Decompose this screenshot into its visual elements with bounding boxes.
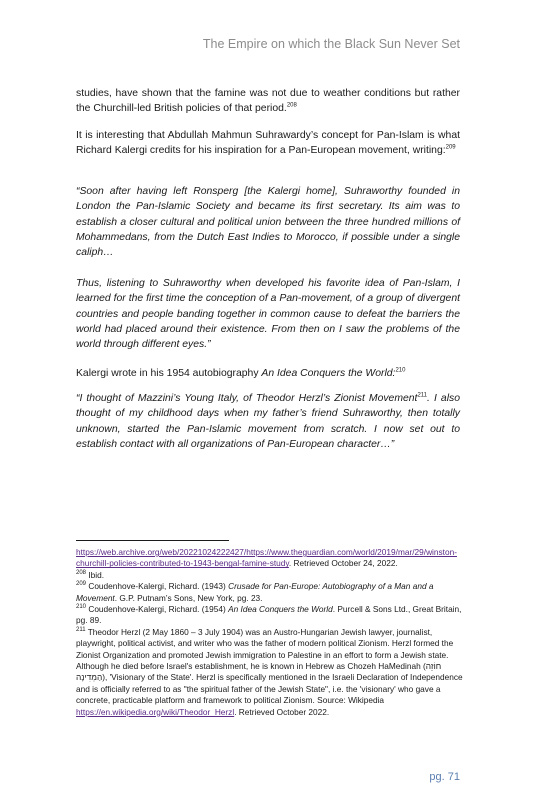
paragraph-famine bbox=[76, 86, 460, 117]
footnote-ref-210[interactable]: 210 bbox=[395, 367, 406, 374]
footnote-number: 211 bbox=[76, 627, 86, 634]
footnote-text: . G.P. Putnam’s Sons, New York, pg. 23. bbox=[114, 592, 263, 603]
guardian-archive-link[interactable]: https://web.archive.org/web/20221024222427/https://www.theguardian.com/world/2019/mar/29/winston-churchill-policies-contributed-to-1943-bengal-famine-study bbox=[76, 547, 457, 569]
footnote-text: Theodor Herzl (2 May 1860 – 3 July 1904) was an Austro-Hungarian Jewish lawyer, journalist, playwright, political activist, and writer who was the father of modern political Zionism. Herzl formed the Zionist Organization and promoted Jewish immigration to Palestine in an effort to form a Jewish state. Although he died before Israel's establishment, he is known in Hebrew as Chozeh HaMedinah (חוֹזֵה הַמְדִינָה), 'Visionary of the State'. Herzl is specifically mentioned in the Israeli Declaration of Independence and is officially referred to as "the spiritual father of the Jewish State", i.e. the 'visionary' who gave a concrete, practicable platform and framework to political Zionism. Source: Wikipedia bbox=[76, 626, 463, 706]
quote-text: Thus, listening to Suhraworthy when developed his favorite idea of Pan-Islam, I learned for the first time the conception of a Pan-movement, of a group of divergent countries and people banding together in common cause to defeat the barriers the world had placed around their existence. From then on I saw the problems of the world through different eyes.” bbox=[76, 278, 460, 351]
footnotes bbox=[76, 547, 466, 718]
footnote-text: Ibid. bbox=[86, 569, 105, 580]
block-quote-3 bbox=[76, 391, 460, 452]
paragraph-pan-islam bbox=[76, 128, 460, 159]
wikipedia-link[interactable]: https://en.wikipedia.org/wiki/Theodor_Herzl bbox=[76, 706, 235, 717]
footnote-ref-209[interactable]: 209 bbox=[445, 144, 456, 151]
paragraph-text: It is interesting that Abdullah Mahmun Suhrawardy’s concept for Pan-Islam is what Richard Kalergi credits for his inspiration for a Pan-European movement, writing: bbox=[76, 130, 460, 157]
footnote-ref-211[interactable]: 211 bbox=[417, 392, 428, 399]
footnote-book-title: An Idea Conquers the World bbox=[228, 604, 333, 615]
paragraph-autobiography bbox=[76, 366, 460, 381]
book-title: An Idea Conquers the World bbox=[261, 368, 393, 379]
footnote-book-title: Crusade for Pan-Europe: Autobiography of a Man and a Movement bbox=[76, 581, 434, 603]
page-number: pg. 71 bbox=[429, 771, 460, 783]
running-header: The Empire on which the Black Sun Never Set bbox=[202, 37, 460, 51]
block-quote-2 bbox=[76, 276, 460, 352]
footnote-number: 210 bbox=[76, 604, 87, 611]
footnote-211 bbox=[76, 627, 466, 718]
footnote-author: Coudenhove-Kalergi, Richard. (1943) bbox=[86, 581, 229, 592]
quote-text: . I also thought of my childhood days when my father’s friend Suhraworthy, then totally unknown, started the Pan-Islamic movement from scratch. I now set out to establish contact with all organizations of Pan-European character…” bbox=[76, 393, 460, 450]
paragraph-prefix: Kalergi wrote in his 1954 autobiography bbox=[76, 368, 262, 379]
footnote-text: . Retrieved October 2022. bbox=[234, 706, 330, 717]
footnote-author: Coudenhove-Kalergi, Richard. (1954) bbox=[86, 604, 229, 615]
footnote-continuation bbox=[76, 547, 466, 570]
footnote-number: 208 bbox=[76, 570, 87, 577]
footnote-text: . Purcell & Sons Ltd., Great Britain, pg. 89. bbox=[76, 604, 462, 626]
paragraph-text: studies, have shown that the famine was not due to weather conditions but rather the Churchill-led British policies of that period. bbox=[76, 88, 460, 115]
block-quote-1 bbox=[76, 184, 460, 260]
footnote-209 bbox=[76, 581, 466, 604]
quote-text: “I thought of Mazzini’s Young Italy, of Theodor Herzl’s Zionist Movement bbox=[76, 393, 418, 404]
footnote-number: 209 bbox=[76, 581, 87, 588]
footnote-text: . Retrieved October 24, 2022. bbox=[288, 558, 398, 569]
footnote-ref-208[interactable]: 208 bbox=[286, 102, 297, 109]
paragraph-suffix: : bbox=[392, 368, 396, 379]
footnote-208 bbox=[76, 570, 466, 581]
footnote-separator bbox=[76, 540, 229, 541]
footnote-210 bbox=[76, 604, 466, 627]
quote-text: “Soon after having left Ronsperg [the Kalergi home], Suhraworthy founded in London the Pan-Islamic Society and became its first secretary. Its aim was to establish a closer cultural and political union between the three hundred millions of Mohammedans, from the Dutch East Indies to Morocco, if possible under a single caliph… bbox=[76, 186, 460, 259]
